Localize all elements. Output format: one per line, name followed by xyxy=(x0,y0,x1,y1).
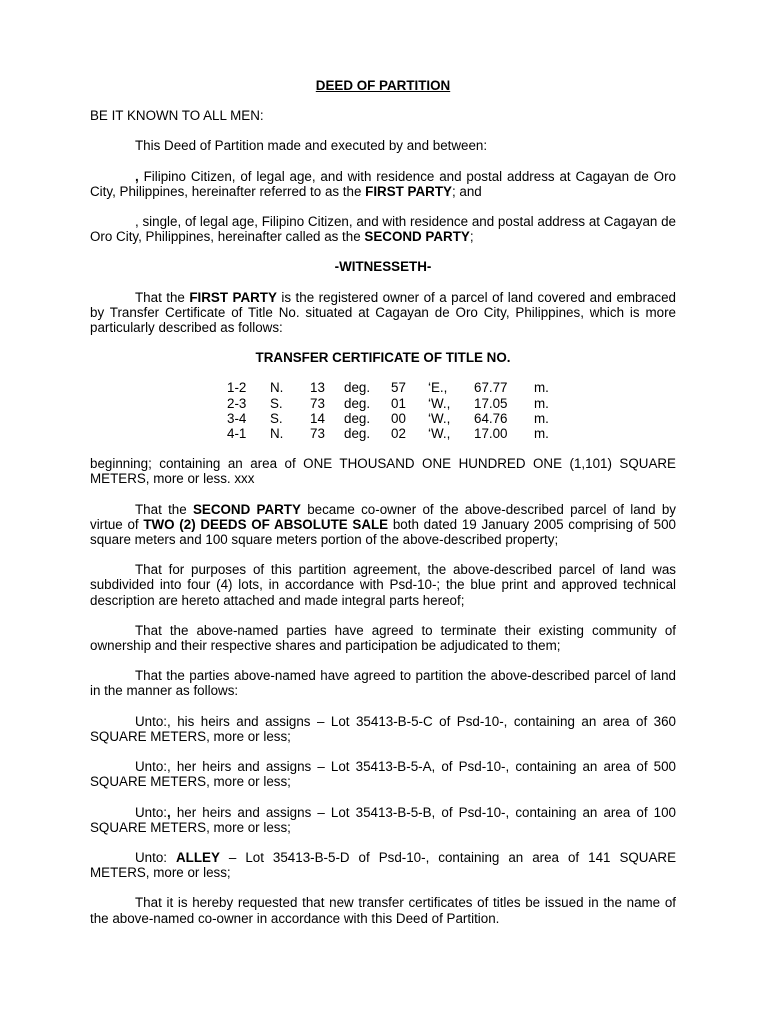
terminate-paragraph: That the above-named parties have agreed to terminate their existing community of ownership and their respective shares and participation be adjudicated to them; xyxy=(90,622,676,654)
description-cell-dir: N. xyxy=(270,380,284,396)
description-cell-min: 01 xyxy=(391,395,406,411)
unto-3-text: her heirs and assigns – Lot 35413-B-5-B, of Psd-10-, containing an area of 100 SQUARE METERS, more or less; xyxy=(90,804,676,835)
description-cell-deg-word: deg. xyxy=(344,380,371,396)
ownership-label: FIRST PARTY xyxy=(189,289,277,305)
description-cell-unit: m. xyxy=(534,395,549,411)
tct-heading: TRANSFER CERTIFICATE OF TITLE NO. xyxy=(255,350,511,366)
unto-4-prefix: Unto: xyxy=(135,849,176,865)
description-cell-dir: S. xyxy=(270,410,283,426)
unto-3-prefix: Unto: xyxy=(135,804,168,820)
intro-paragraph: This Deed of Partition made and executed by and between: xyxy=(135,138,488,154)
ownership-paragraph xyxy=(90,290,676,336)
description-cell-min: 57 xyxy=(391,380,406,396)
area-statement: beginning; containing an area of ONE THOUSAND ONE HUNDRED ONE (1,101) SQUARE METERS, more or less. xxx xyxy=(90,456,676,487)
salutation: BE IT KNOWN TO ALL MEN: xyxy=(90,108,264,124)
table-row xyxy=(227,411,549,426)
description-cell-deg: 73 xyxy=(310,395,325,411)
description-cell-unit: m. xyxy=(534,380,549,396)
co-owner-label: SECOND PARTY xyxy=(192,501,301,517)
technical-description-table xyxy=(227,380,549,441)
description-cell-dir2: ‘E., xyxy=(428,380,448,396)
second-party-text: , single, of legal age, Filipino Citizen, and with residence and postal address at Cagayan de Oro City, Philippines, hereinafter called as the xyxy=(90,214,676,245)
description-cell-dir: S. xyxy=(270,395,283,411)
description-cell-dist: 17.00 xyxy=(474,426,508,442)
description-cell-points: 1-2 xyxy=(227,380,247,396)
description-cell-points: 4-1 xyxy=(227,426,247,442)
unto-paragraph-1: Unto:, his heirs and assigns – Lot 35413-B-5-C of Psd-10-, containing an area of 360 SQUARE METERS, more or less; xyxy=(90,713,676,744)
first-party-label: FIRST PARTY xyxy=(365,183,452,199)
second-party-label: SECOND PARTY xyxy=(364,229,470,245)
unto-paragraph-2: Unto:, her heirs and assigns – Lot 35413-B-5-A, of Psd-10-, containing an area of 500 SQUARE METERS, more or less; xyxy=(90,759,676,790)
first-party-paragraph xyxy=(90,169,676,199)
unto-4-text: – Lot 35413-B-5-D of Psd-10-, containing an area of 141 SQUARE METERS, more or less; xyxy=(90,849,676,881)
description-cell-unit: m. xyxy=(534,426,549,442)
description-cell-dist: 67.77 xyxy=(474,380,508,396)
table-row xyxy=(227,426,549,441)
first-party-text: Filipino Citizen, of legal age, and with residence and postal address at Cagayan de Oro City, Philippines, hereinafter referred to as the xyxy=(90,168,676,199)
agree-partition-paragraph: That the parties above-named have agreed to partition the above-described parcel of land in the manner as follows: xyxy=(90,668,676,699)
description-cell-dist: 64.76 xyxy=(474,410,508,426)
co-owner-paragraph xyxy=(90,502,676,548)
description-cell-dir2: ‘W., xyxy=(428,395,451,411)
unto-paragraph-4 xyxy=(90,850,676,880)
request-paragraph: That it is hereby requested that new transfer certificates of titles be issued in the name of the above-named co-owner in accordance with this Deed of Partition. xyxy=(90,895,676,926)
description-cell-dir2: ‘W., xyxy=(428,410,451,426)
description-cell-deg: 73 xyxy=(310,426,325,442)
first-party-name-comma: , xyxy=(135,168,139,184)
co-owner-mid: became co-owner of the above-described parcel of land by virtue of xyxy=(90,501,676,532)
description-cell-points: 2-3 xyxy=(227,395,247,411)
description-cell-dir: N. xyxy=(270,426,284,442)
description-cell-unit: m. xyxy=(534,410,549,426)
unto-3-comma: , xyxy=(167,804,171,820)
ownership-pre: That the xyxy=(135,289,190,305)
description-cell-deg-word: deg. xyxy=(344,410,371,426)
document-body xyxy=(90,78,676,941)
description-cell-deg: 14 xyxy=(310,410,325,426)
co-owner-deeds-label: TWO (2) DEEDS OF ABSOLUTE SALE xyxy=(143,516,389,532)
second-party-suffix: ; xyxy=(469,229,474,245)
description-cell-deg: 13 xyxy=(310,380,325,396)
table-row xyxy=(227,380,549,395)
description-cell-dir2: ‘W., xyxy=(428,426,451,442)
subdivision-paragraph: That for purposes of this partition agreement, the above-described parcel of land was subdivided into four (4) lots, in accordance with Psd-10-; the blue print and approved technical description are hereto attached and made integral parts hereof; xyxy=(90,562,676,608)
description-cell-min: 00 xyxy=(391,410,406,426)
unto-paragraph-3 xyxy=(90,805,676,835)
description-cell-points: 3-4 xyxy=(227,410,247,426)
co-owner-pre: That the xyxy=(135,501,193,517)
second-party-paragraph xyxy=(90,214,676,244)
table-row xyxy=(227,396,549,411)
witnesseth-heading: -WITNESSETH- xyxy=(334,259,432,275)
document-title: DEED OF PARTITION xyxy=(315,78,451,93)
description-cell-dist: 17.05 xyxy=(474,395,508,411)
co-owner-post: both dated 19 January 2005 comprising of 500 square meters and 100 square meters portion of the above-described property; xyxy=(90,516,676,548)
description-cell-deg-word: deg. xyxy=(344,426,371,442)
description-cell-min: 02 xyxy=(391,426,406,442)
unto-4-label: ALLEY xyxy=(176,849,220,865)
description-cell-deg-word: deg. xyxy=(344,395,371,411)
ownership-post: is the registered owner of a parcel of land covered and embraced by Transfer Certificate of Title No. situated at Cagayan de Oro City, Philippines, which is more particularly described as follows: xyxy=(90,289,676,336)
first-party-suffix: ; and xyxy=(451,183,482,199)
